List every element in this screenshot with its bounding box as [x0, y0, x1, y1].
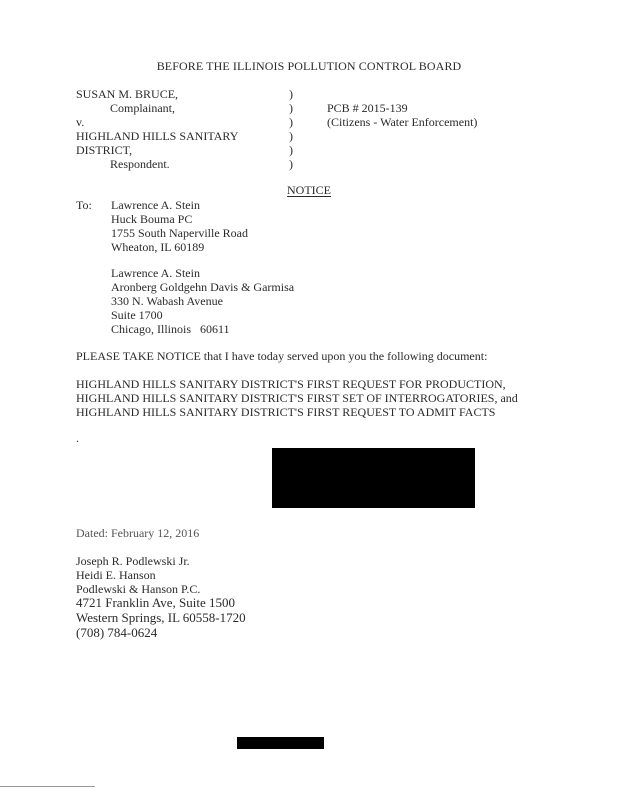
caption-paren: ): [289, 129, 293, 143]
caption-paren: ): [289, 87, 293, 101]
addressee-block-1: [111, 198, 248, 254]
notice-heading-text: NOTICE: [287, 183, 331, 197]
caption-line: DISTRICT,: [76, 143, 133, 157]
address-line: Lawrence A. Stein: [111, 266, 200, 280]
served-documents: [76, 377, 518, 419]
document-title: BEFORE THE ILLINOIS POLLUTION CONTROL BOARD: [156, 59, 462, 73]
document-line: HIGHLAND HILLS SANITARY DISTRICT'S FIRST REQUEST TO ADMIT FACTS: [76, 405, 496, 419]
signature-address-line: Western Springs, IL 60558-1720: [76, 610, 246, 625]
document-line: HIGHLAND HILLS SANITARY DISTRICT'S FIRST SET OF INTERROGATORIES, and: [76, 391, 518, 405]
address-line: Aronberg Goldgehn Davis & Garmisa: [111, 280, 295, 294]
addressee-block-2: [111, 266, 294, 336]
signature-address-line: (708) 784-0624: [76, 625, 158, 640]
signature-line: Joseph R. Podlewski Jr.: [76, 554, 190, 568]
footer-redaction: [237, 737, 324, 749]
address-line: Lawrence A. Stein: [111, 198, 200, 212]
case-info: [327, 101, 477, 129]
footer-rule: [0, 786, 95, 787]
signature-block: [76, 554, 246, 641]
address-line: Wheaton, IL 60189: [111, 240, 205, 254]
signature-line: Heidi E. Hanson: [76, 568, 156, 582]
caption-line: Respondent.: [110, 157, 170, 171]
address-line: Chicago, Illinois 60611: [111, 322, 230, 336]
signature-redaction: [272, 448, 475, 508]
caption-parentheses: [289, 87, 293, 171]
caption-line: v.: [76, 115, 85, 129]
case-number: PCB # 2015-139: [327, 101, 408, 115]
stray-mark: .: [76, 431, 79, 445]
dated-line: Dated: February 12, 2016: [76, 526, 200, 540]
document-line: HIGHLAND HILLS SANITARY DISTRICT'S FIRST REQUEST FOR PRODUCTION,: [76, 377, 506, 391]
caption-paren: ): [289, 157, 293, 171]
address-line: 330 N. Wabash Avenue: [111, 294, 223, 308]
signature-address-line: 4721 Franklin Ave, Suite 1500: [76, 595, 236, 610]
caption-line: Complainant,: [110, 101, 175, 115]
caption-line: HIGHLAND HILLS SANITARY: [76, 129, 239, 143]
address-line: Huck Bouma PC: [111, 212, 193, 226]
address-line: Suite 1700: [111, 308, 163, 322]
signature-line: Podlewski & Hanson P.C.: [76, 582, 201, 596]
to-label: To:: [76, 198, 92, 212]
caption-paren: ): [289, 101, 293, 115]
case-type: (Citizens - Water Enforcement): [327, 115, 478, 129]
caption-line: SUSAN M. BRUCE,: [76, 87, 179, 101]
caption-paren: ): [289, 143, 293, 157]
notice-heading: [0, 183, 618, 197]
notice-statement: PLEASE TAKE NOTICE that I have today served upon you the following document:: [76, 349, 488, 363]
caption-paren: ): [289, 115, 293, 129]
case-caption-parties: [76, 87, 238, 171]
address-line: 1755 South Naperville Road: [111, 226, 248, 240]
